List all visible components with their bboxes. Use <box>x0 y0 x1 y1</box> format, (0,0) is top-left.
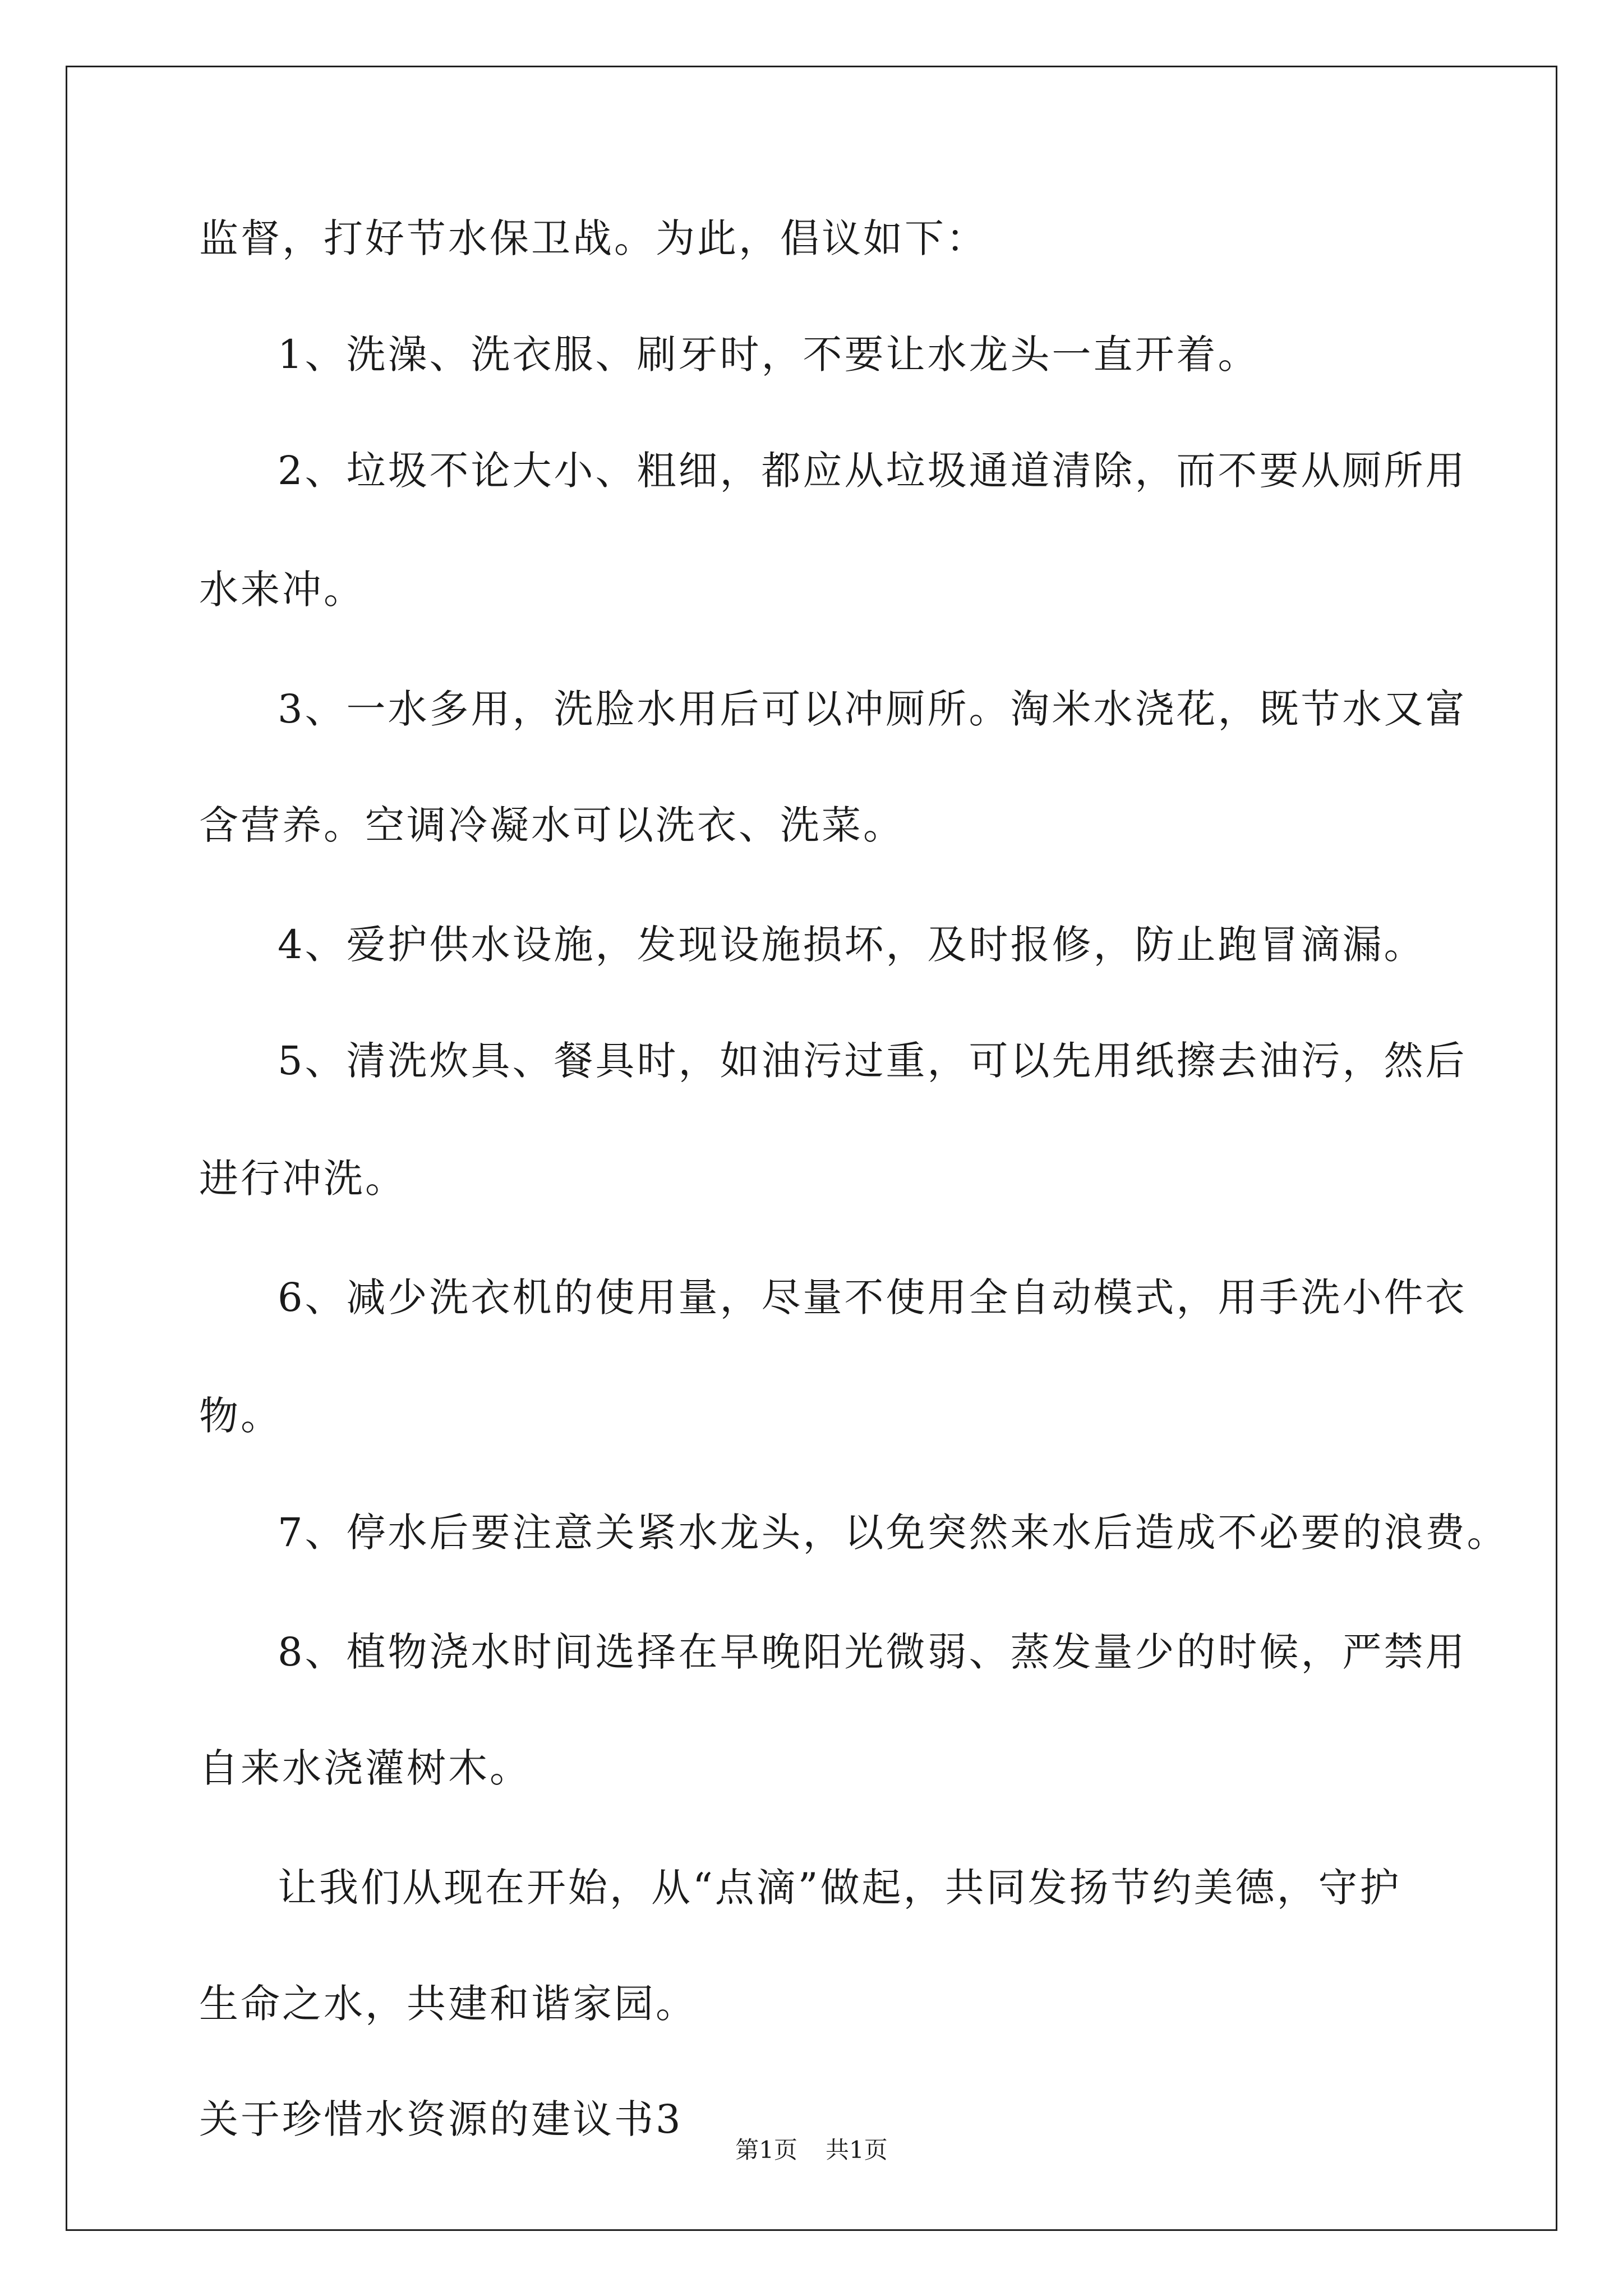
section-heading: 关于珍惜水资源的建议书3 <box>199 2096 683 2142</box>
page-total: 共1页 <box>826 2136 888 2164</box>
list-item-4: 4、爱护供水设施，发现设施损坏，及时报修，防止跑冒滴漏。 <box>278 922 1426 968</box>
paragraph-line: 监督，打好节水保卫战。为此，倡议如下： <box>199 215 988 261</box>
list-item-2: 2、垃圾不论大小、粗细，都应从垃圾通道清除，而不要从厕所用 <box>278 448 1467 494</box>
list-item-2-continued: 水来冲。 <box>199 567 365 613</box>
list-item-6-continued: 物。 <box>199 1393 282 1439</box>
closing-paragraph: 让我们从现在开始，从“点滴”做起，共同发扬节约美德，守护 <box>278 1865 1401 1911</box>
list-item-6: 6、减少洗衣机的使用量，尽量不使用全自动模式，用手洗小件衣 <box>278 1274 1467 1320</box>
list-item-7: 7、停水后要注意关紧水龙头，以免突然来水后造成不必要的浪费。 <box>278 1510 1509 1556</box>
page-number: 第1页 <box>735 2136 797 2164</box>
list-item-3: 3、一水多用，洗脸水用后可以冲厕所。淘米水浇花，既节水又富 <box>278 686 1467 732</box>
list-item-8: 8、植物浇水时间选择在早晚阳光微弱、蒸发量少的时候，严禁用 <box>278 1629 1467 1675</box>
document-body <box>199 215 1509 2142</box>
list-item-1: 1、洗澡、洗衣服、刷牙时，不要让水龙头一直开着。 <box>278 332 1260 378</box>
list-item-5: 5、清洗炊具、餐具时，如油污过重，可以先用纸擦去油污，然后 <box>278 1038 1467 1084</box>
list-item-5-continued: 进行冲洗。 <box>199 1156 407 1202</box>
list-item-3-continued: 含营养。空调冷凝水可以洗衣、洗菜。 <box>199 802 905 848</box>
list-item-8-continued: 自来水浇灌树木。 <box>199 1745 531 1791</box>
closing-paragraph-continued: 生命之水，共建和谐家园。 <box>199 1981 697 2027</box>
page-footer <box>0 2132 1623 2165</box>
